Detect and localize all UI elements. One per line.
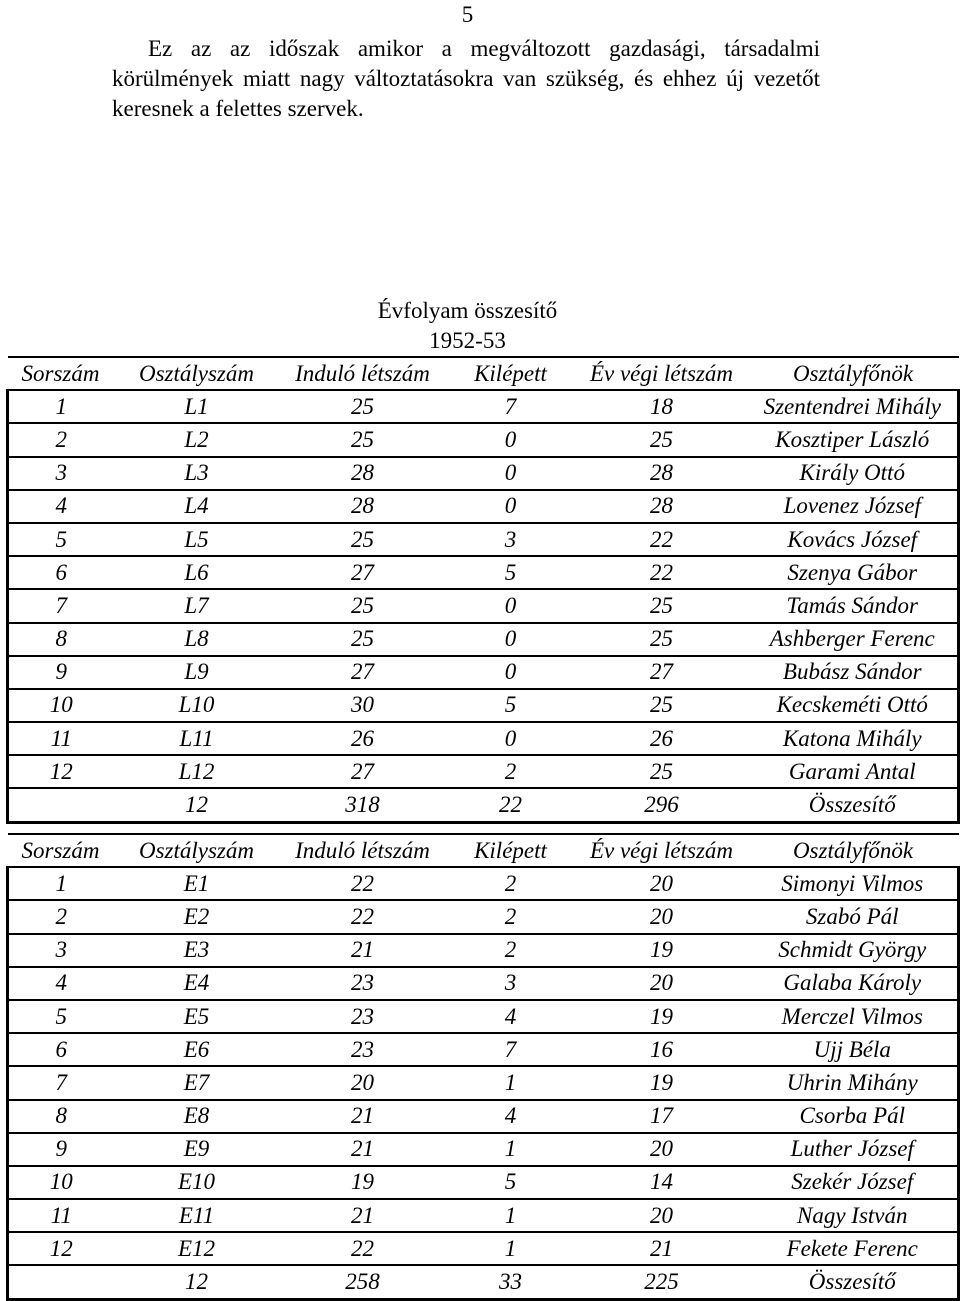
table-cell: 12 [114, 788, 280, 822]
table-cell: 28 [280, 457, 446, 490]
table-cell: 8 [8, 1100, 114, 1133]
table-cell: 22 [576, 523, 748, 556]
table-cell: 21 [576, 1232, 748, 1265]
table-row [8, 556, 959, 589]
table-cell: 14 [576, 1166, 748, 1199]
table-cell: 258 [280, 1265, 446, 1299]
table-row [8, 755, 959, 788]
table-cell: 2 [8, 423, 114, 456]
table-cell: 1 [446, 1232, 576, 1265]
table-cell: E9 [114, 1133, 280, 1166]
table-cell: 12 [8, 755, 114, 788]
table-row [8, 1100, 959, 1133]
table-cell [8, 788, 114, 822]
table-cell: 25 [280, 589, 446, 622]
class-table-e [6, 833, 960, 1301]
table-cell: L8 [114, 623, 280, 656]
table-cell: L9 [114, 656, 280, 689]
table-cell: 22 [280, 900, 446, 933]
table-cell: 2 [446, 867, 576, 900]
table-cell: 25 [280, 390, 446, 423]
table-cell: 2 [446, 900, 576, 933]
table-cell: Király Ottó [748, 457, 959, 490]
table-cell: 6 [8, 556, 114, 589]
table-cell: Garami Antal [748, 755, 959, 788]
table-cell: 20 [576, 900, 748, 933]
table-cell: 22 [576, 556, 748, 589]
table-cell: 22 [280, 1232, 446, 1265]
table-cell: 1 [446, 1066, 576, 1099]
table-cell: 21 [280, 1133, 446, 1166]
table-cell: E3 [114, 934, 280, 967]
table-cell: Fekete Ferenc [748, 1232, 959, 1265]
table-cell: Csorba Pál [748, 1100, 959, 1133]
table-cell: 3 [8, 457, 114, 490]
table-row [8, 390, 959, 423]
table-cell: 25 [576, 423, 748, 456]
table-cell: 27 [280, 755, 446, 788]
table-cell: 3 [446, 967, 576, 1000]
table-row [8, 589, 959, 622]
table-cell: L11 [114, 722, 280, 755]
table-cell: Szekér József [748, 1166, 959, 1199]
table-cell: E7 [114, 1066, 280, 1099]
page-number: 5 [461, 2, 474, 27]
table-cell: 4 [446, 1100, 576, 1133]
table-cell: 27 [280, 656, 446, 689]
table-cell: Összesítő [748, 1265, 959, 1299]
summary-year: 1952-53 [429, 328, 506, 353]
table-cell: 5 [8, 523, 114, 556]
column-header: Év végi létszám [576, 357, 748, 390]
table-cell: L3 [114, 457, 280, 490]
table-cell: 20 [576, 1199, 748, 1232]
table-cell: 23 [280, 967, 446, 1000]
table-cell: 0 [446, 589, 576, 622]
table-cell: E12 [114, 1232, 280, 1265]
table-cell: 17 [576, 1100, 748, 1133]
table-cell: 25 [576, 623, 748, 656]
table-row [8, 1166, 959, 1199]
table-cell: E10 [114, 1166, 280, 1199]
table-cell: Kovács József [748, 523, 959, 556]
table-cell: L12 [114, 755, 280, 788]
column-header: Kilépett [446, 357, 576, 390]
table-cell: Kecskeméti Ottó [748, 689, 959, 722]
table-cell: Kosztiper László [748, 423, 959, 456]
table-cell: 27 [280, 556, 446, 589]
table-cell: 10 [8, 689, 114, 722]
table-cell: 20 [576, 967, 748, 1000]
table-cell: Ashberger Ferenc [748, 623, 959, 656]
table-header-row [8, 834, 959, 867]
table-cell: 22 [446, 788, 576, 822]
table-cell: 318 [280, 788, 446, 822]
column-header: Osztályszám [114, 357, 280, 390]
table-cell: 25 [576, 689, 748, 722]
table-cell: 7 [8, 1066, 114, 1099]
table-cell: Merczel Vilmos [748, 1000, 959, 1033]
table-header-row [8, 357, 959, 390]
table-cell: 21 [280, 934, 446, 967]
table-cell: 0 [446, 656, 576, 689]
table-cell: 27 [576, 656, 748, 689]
table-cell: Nagy István [748, 1199, 959, 1232]
table-cell: 6 [8, 1033, 114, 1066]
table-cell: 19 [576, 1000, 748, 1033]
table-cell: 4 [8, 490, 114, 523]
table-row [8, 1232, 959, 1265]
table-cell: 19 [576, 934, 748, 967]
table-cell: 18 [576, 390, 748, 423]
table-cell: 23 [280, 1033, 446, 1066]
column-header: Sorszám [8, 834, 114, 867]
table-cell: 10 [8, 1166, 114, 1199]
table-cell: Tamás Sándor [748, 589, 959, 622]
table-cell: 7 [446, 1033, 576, 1066]
table-cell: 4 [446, 1000, 576, 1033]
table-cell: 26 [280, 722, 446, 755]
column-header: Osztályfőnök [748, 834, 959, 867]
table-cell: L2 [114, 423, 280, 456]
table-cell: 4 [8, 967, 114, 1000]
table-row [8, 900, 959, 933]
total-row [8, 788, 959, 822]
table-row [8, 1066, 959, 1099]
table-cell: 25 [576, 755, 748, 788]
table-cell: E4 [114, 967, 280, 1000]
table-cell: 23 [280, 1000, 446, 1033]
table-cell: Ujj Béla [748, 1033, 959, 1066]
table-cell: 0 [446, 722, 576, 755]
table-cell: 8 [8, 623, 114, 656]
table-row [8, 1000, 959, 1033]
column-header: Sorszám [8, 357, 114, 390]
table-cell: 7 [8, 589, 114, 622]
table-cell: 19 [576, 1066, 748, 1099]
table-cell: 1 [8, 390, 114, 423]
table-cell: Galaba Károly [748, 967, 959, 1000]
table-cell: 12 [114, 1265, 280, 1299]
table-cell: E2 [114, 900, 280, 933]
table-cell: 9 [8, 1133, 114, 1166]
table-cell: L10 [114, 689, 280, 722]
table-cell: 0 [446, 457, 576, 490]
table-cell: 20 [576, 1133, 748, 1166]
table-cell: E5 [114, 1000, 280, 1033]
table-cell: 25 [576, 589, 748, 622]
class-table-l [6, 356, 960, 824]
table-cell: Katona Mihály [748, 722, 959, 755]
table-cell: 21 [280, 1100, 446, 1133]
table-row [8, 457, 959, 490]
table-cell: 28 [280, 490, 446, 523]
table-cell: 9 [8, 656, 114, 689]
table-cell: 7 [446, 390, 576, 423]
table-cell: 30 [280, 689, 446, 722]
intro-paragraph: Ez az az időszak amikor a megváltozott gazdasági, társadalmi körülmények miatt nagy változtatásokra van szükség, és ehhez új vezetőt keresnek a felettes szervek. [112, 36, 820, 121]
table-row [8, 1199, 959, 1232]
table-cell: 0 [446, 423, 576, 456]
total-row [8, 1265, 959, 1299]
column-header: Induló létszám [280, 357, 446, 390]
table-cell: 21 [280, 1199, 446, 1232]
table-cell: 26 [576, 722, 748, 755]
table-cell: 1 [446, 1199, 576, 1232]
table-cell: 5 [446, 556, 576, 589]
table-row [8, 722, 959, 755]
table-cell: Bubász Sándor [748, 656, 959, 689]
table-cell: 5 [8, 1000, 114, 1033]
table-cell: Szabó Pál [748, 900, 959, 933]
table-row [8, 689, 959, 722]
table-cell: Összesítő [748, 788, 959, 822]
table-cell: Luther József [748, 1133, 959, 1166]
column-header: Osztályfőnök [748, 357, 959, 390]
table-cell: 2 [8, 900, 114, 933]
table-row [8, 423, 959, 456]
table-cell: L5 [114, 523, 280, 556]
table-cell: Uhrin Mihány [748, 1066, 959, 1099]
table-cell: 19 [280, 1166, 446, 1199]
summary-title: Évfolyam összesítő [377, 298, 558, 323]
table-row [8, 934, 959, 967]
table-cell: 20 [576, 867, 748, 900]
table-cell: Lovenez József [748, 490, 959, 523]
table-cell: 5 [446, 689, 576, 722]
column-header: Induló létszám [280, 834, 446, 867]
table-cell: 5 [446, 1166, 576, 1199]
table-cell: Schmidt György [748, 934, 959, 967]
column-header: Kilépett [446, 834, 576, 867]
table-row [8, 867, 959, 900]
table-cell: 2 [446, 934, 576, 967]
table-row [8, 490, 959, 523]
table-row [8, 523, 959, 556]
table-row [8, 1033, 959, 1066]
table-cell: 25 [280, 423, 446, 456]
table-row [8, 967, 959, 1000]
table-cell: 28 [576, 457, 748, 490]
table-cell: Szenya Gábor [748, 556, 959, 589]
table-cell: 0 [446, 490, 576, 523]
table-cell: 0 [446, 623, 576, 656]
table-cell: E1 [114, 867, 280, 900]
table-cell: 11 [8, 1199, 114, 1232]
table-row [8, 656, 959, 689]
table-cell: 28 [576, 490, 748, 523]
table-cell: L4 [114, 490, 280, 523]
table-cell: 296 [576, 788, 748, 822]
table-cell: L6 [114, 556, 280, 589]
table-cell: 3 [8, 934, 114, 967]
table-cell: 12 [8, 1232, 114, 1265]
table-cell: L1 [114, 390, 280, 423]
table-cell: 11 [8, 722, 114, 755]
column-header: Év végi létszám [576, 834, 748, 867]
table-cell: Szentendrei Mihály [748, 390, 959, 423]
column-header: Osztályszám [114, 834, 280, 867]
table-row [8, 623, 959, 656]
table-cell: 22 [280, 867, 446, 900]
table-cell [8, 1265, 114, 1299]
table-cell: 33 [446, 1265, 576, 1299]
table-cell: 16 [576, 1033, 748, 1066]
table-cell: E11 [114, 1199, 280, 1232]
table-cell: 3 [446, 523, 576, 556]
table-cell: E6 [114, 1033, 280, 1066]
table-cell: L7 [114, 589, 280, 622]
table-cell: 1 [446, 1133, 576, 1166]
table-cell: 25 [280, 523, 446, 556]
table-row [8, 1133, 959, 1166]
table-cell: E8 [114, 1100, 280, 1133]
table-cell: 225 [576, 1265, 748, 1299]
table-cell: Simonyi Vilmos [748, 867, 959, 900]
table-cell: 20 [280, 1066, 446, 1099]
table-cell: 2 [446, 755, 576, 788]
table-cell: 1 [8, 867, 114, 900]
table-cell: 25 [280, 623, 446, 656]
